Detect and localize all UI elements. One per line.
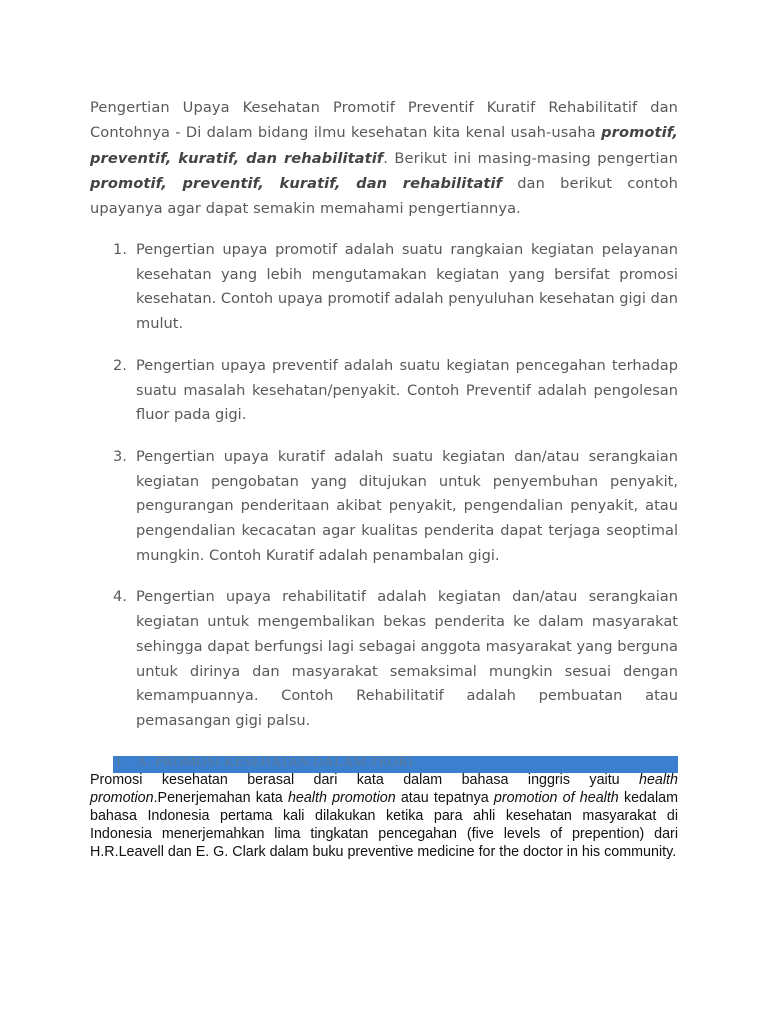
section-heading-number: 1. — [115, 756, 126, 770]
list-number: 2. — [113, 356, 127, 374]
intro-emphasis-2: promotif, preventif, kuratif, dan rehabilitatif — [90, 174, 503, 192]
intro-text-3: dan berikut contoh upayanya agar dapat semakin memahami pengertiannya. — [90, 174, 678, 218]
list-item-promotif — [90, 238, 678, 337]
para-text-2: .Penerjemahan kata — [153, 790, 288, 807]
list-item-kuratif — [90, 445, 678, 569]
intro-text-2: . Berikut ini masing-masing pengertian — [383, 149, 678, 167]
list-number: 3. — [113, 447, 127, 465]
para-italic-3: promotion of health — [493, 790, 619, 807]
para-italic-2: health promotion — [287, 790, 396, 807]
intro-text-1: Pengertian Upaya Kesehatan Promotif Preventif Kuratif Rehabilitatif dan Contohnya - Di dalam bidang ilmu kesehatan kita kenal usah-usaha — [90, 99, 678, 142]
list-item-preventif — [90, 354, 678, 428]
para-text-3: atau tepatnya — [395, 790, 494, 807]
list-item-rehabilitatif — [90, 585, 678, 733]
promosi-paragraph — [90, 771, 678, 861]
intro-emphasis-1: promotif, preventif, kuratif, dan rehabilitatif — [90, 124, 678, 167]
section-heading-text: A. PROMOSI KESEHATAN DALAM TEORI — [137, 756, 414, 770]
list-item-text: Pengertian upaya kuratif adalah suatu kegiatan dan/atau serangkaian kegiatan pengobatan yang ditujukan untuk penyembuhan penyakit, pengurangan penderitaan akibat penyakit, pengendalian penyakit, atau pengendalian kecacatan agar kualitas penderita dapat terjaga seoptimal mungkin. Contoh Kuratif adalah penambalan gigi. — [136, 447, 678, 564]
list-item-text: Pengertian upaya promotif adalah suatu rangkaian kegiatan pelayanan kesehatan yang lebih mengutamakan kegiatan yang bersifat promosi kesehatan. Contoh upaya promotif adalah penyuluhan kesehatan gigi dan mulut. — [136, 241, 678, 333]
list-item-text: Pengertian upaya rehabilitatif adalah kegiatan dan/atau serangkaian kegiatan untuk mengembalikan bekas penderita ke dalam masyarakat sehingga dapat berfungsi lagi sebagai anggota masyarakat yang berguna untuk dirinya dan masyarakat semaksimal mungkin sesuai dengan kemampuannya. Contoh Rehabilitatif adalah pembuatan atau pemasangan gigi palsu. — [136, 588, 678, 729]
definition-list — [90, 238, 678, 751]
para-italic-1: health promotion — [90, 772, 678, 807]
list-number: 1. — [113, 241, 127, 258]
para-text-1: Promosi kesehatan berasal dari kata dalam bahasa inggris yaitu — [90, 772, 640, 788]
intro-paragraph — [90, 95, 678, 221]
list-item-text: Pengertian upaya preventif adalah suatu kegiatan pencegahan terhadap suatu masalah kesehatan/penyakit. Contoh Preventif adalah pengolesan fluor pada gigi. — [136, 356, 678, 424]
list-number: 4. — [113, 588, 127, 606]
para-text-4: kedalam bahasa Indonesia pertama kali dilakukan ketika para ahli kesehatan masyarakat di Indonesia menerjemahkan lima tingkatan pencegahan (five levels of prepention) dari H.R.Leavell dan E. G. Clark dalam buku preventive medicine for the doctor in his community. — [90, 790, 678, 861]
